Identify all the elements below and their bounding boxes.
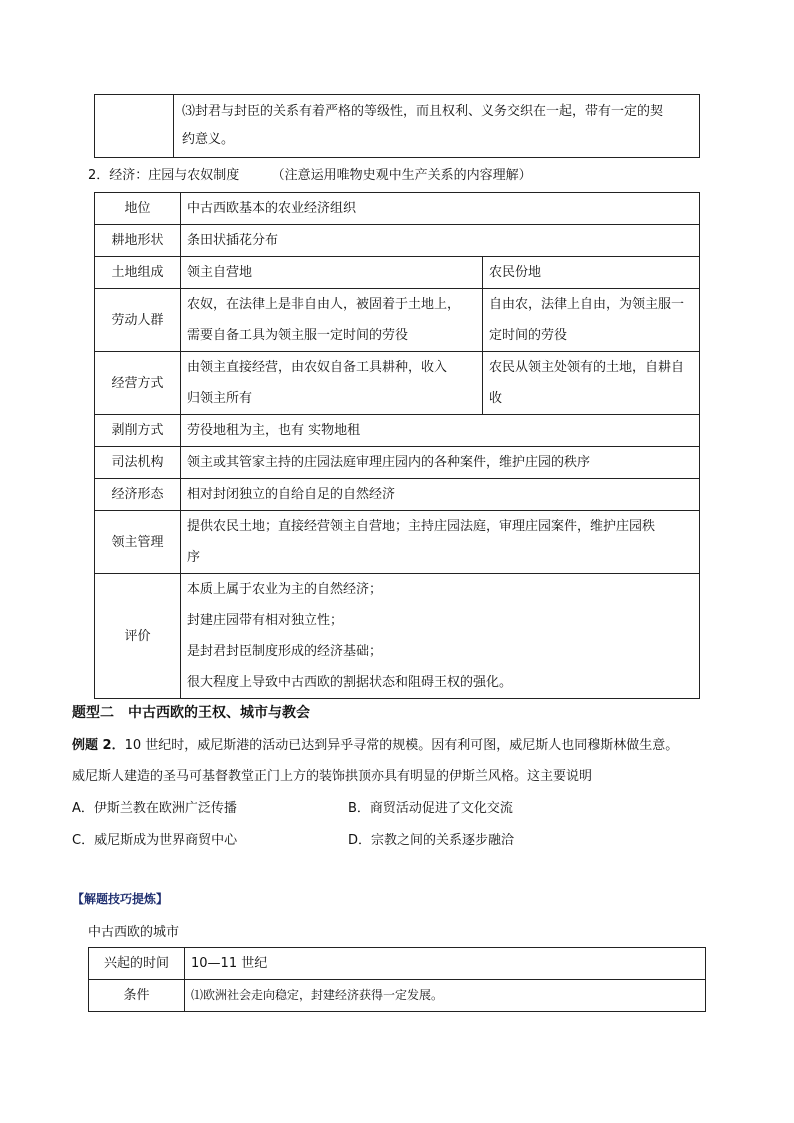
row-content: 10—11 世纪 [185, 948, 706, 980]
row-right-line: 农民从领主处领有的土地，自耕自 [489, 360, 685, 375]
row-label: 经营方式 [95, 352, 181, 415]
top-table-label-cell [95, 95, 174, 158]
row-right-line: 自由农，法律上自由，为领主服一 [489, 297, 685, 312]
manor-table [94, 192, 700, 699]
evaluation-line: 本质上属于农业为主的自然经济； [187, 582, 383, 597]
row-content: 领主或其管家主持的庄园法庭审理庄园内的各种案件，维护庄园的秩序 [181, 447, 700, 479]
table-row [95, 415, 700, 447]
row-content: 中古西欧基本的农业经济组织 [181, 193, 700, 225]
top-table-line2: 约意义。 [182, 132, 235, 147]
row-right [483, 352, 700, 415]
table-row [95, 193, 700, 225]
table-row [95, 447, 700, 479]
row-label: 耕地形状 [95, 225, 181, 257]
example-line2: 威尼斯人建造的圣马可基督教堂正门上方的装饰拱顶亦具有明显的伊斯兰风格。这主要说明 [72, 769, 593, 784]
option-c: C．威尼斯成为世界商贸中心 [72, 833, 238, 848]
example-text1: 10 世纪时，威尼斯港的活动已达到异乎寻常的规模。因有利可图，威尼斯人也同穆斯林做生意。 [124, 738, 679, 753]
row-right [483, 289, 700, 352]
row-right-line: 收 [489, 391, 503, 406]
row-label: 兴起的时间 [89, 948, 185, 980]
row-right: 农民份地 [483, 257, 700, 289]
row-label: 土地组成 [95, 257, 181, 289]
row-left [181, 352, 483, 415]
row-label: 剥削方式 [95, 415, 181, 447]
row-content: ⑴欧洲社会走向稳定，封建经济获得一定发展。 [185, 980, 706, 1012]
top-table-line1: ⑶封君与封臣的关系有着严格的等级性，而且权利、义务交织在一起，带有一定的契 [182, 104, 664, 119]
option-b: B．商贸活动促进了文化交流 [348, 801, 513, 816]
row-left-line: 需要自备工具为领主服一定时间的劳役 [187, 328, 409, 343]
topic-title: 题型二 中古西欧的王权、城市与教会 [72, 705, 310, 721]
example-line1 [72, 734, 678, 753]
row-content-line: 序 [187, 550, 201, 565]
table-row [89, 948, 706, 980]
row-label: 劳动人群 [95, 289, 181, 352]
row-content [181, 574, 700, 699]
row-left-line: 由领主直接经营，由农奴自备工具耕种，收入 [187, 360, 448, 375]
evaluation-line: 封建庄园带有相对独立性； [187, 613, 344, 628]
table-row [95, 352, 700, 415]
evaluation-line: 是封君封臣制度形成的经济基础； [187, 644, 383, 659]
table-row [95, 289, 700, 352]
evaluation-line: 很大程度上导致中古西欧的割据状态和阻碍王权的强化。 [187, 675, 513, 690]
example-label: 例题 2． [72, 738, 125, 753]
row-content-line: 提供农民土地；直接经营领主自营地；主持庄园法庭，审理庄园案件，维护庄园秩 [187, 519, 656, 534]
section2-heading [88, 164, 532, 183]
row-label: 领主管理 [95, 511, 181, 574]
tips-title: 【解题技巧提炼】 [72, 892, 169, 906]
tips-subtitle: 中古西欧的城市 [88, 925, 180, 940]
table-row [95, 257, 700, 289]
table-row [89, 980, 706, 1012]
top-table [94, 94, 700, 158]
row-left: 领主自营地 [181, 257, 483, 289]
section2-title: 2．经济：庄园与农奴制度 [88, 168, 240, 183]
row-label: 评价 [95, 574, 181, 699]
row-content: 相对封闭独立的自给自足的自然经济 [181, 479, 700, 511]
row-left-line: 农奴，在法律上是非自由人，被固着于土地上， [187, 297, 461, 312]
section2-note: （注意运用唯物史观中生产关系的内容理解） [271, 168, 532, 183]
row-content [181, 511, 700, 574]
row-content: 劳役地租为主，也有 实物地租 [181, 415, 700, 447]
row-left [181, 289, 483, 352]
row-label: 经济形态 [95, 479, 181, 511]
table-row [95, 479, 700, 511]
row-label: 条件 [89, 980, 185, 1012]
row-right-line: 定时间的劳役 [489, 328, 568, 343]
option-a: A．伊斯兰教在欧洲广泛传播 [72, 801, 237, 816]
top-table-content-cell [174, 95, 700, 158]
table-row [95, 511, 700, 574]
table-row [95, 225, 700, 257]
table-row [95, 574, 700, 699]
row-label: 司法机构 [95, 447, 181, 479]
option-d: D．宗教之间的关系逐步融洽 [348, 833, 515, 848]
row-label: 地位 [95, 193, 181, 225]
row-content: 条田状插花分布 [181, 225, 700, 257]
row-left-line: 归领主所有 [187, 391, 253, 406]
city-table [88, 947, 706, 1012]
